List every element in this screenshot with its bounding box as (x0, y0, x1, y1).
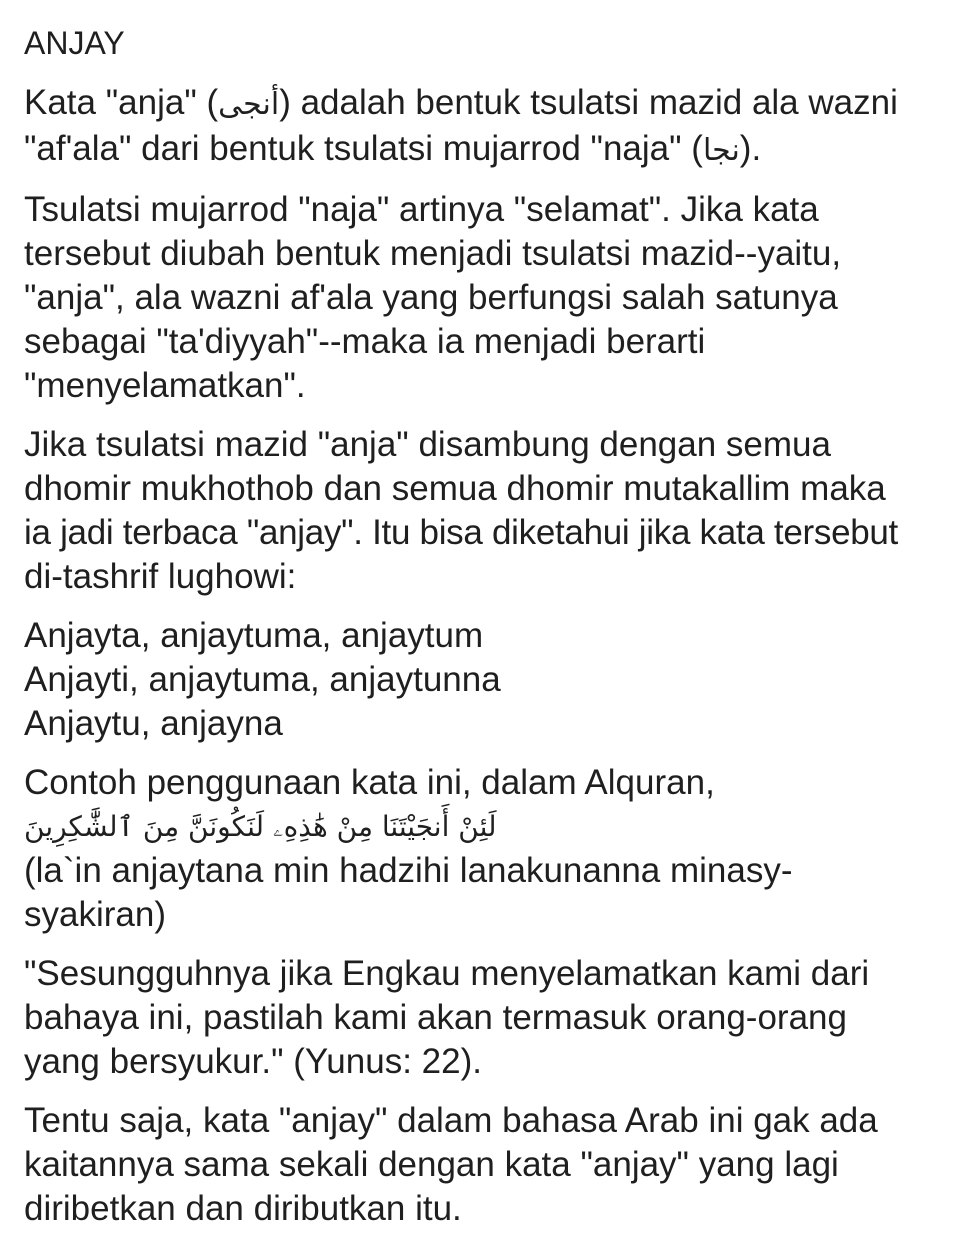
text-line: Tsulatsi mujarrod "naja" artinya "selamat". Jika kata (24, 190, 819, 229)
tashrif-line: Anjayti, anjaytuma, anjaytunna (24, 660, 501, 699)
text-line: "Sesungguhnya jika Engkau menyelamatkan kami dari (24, 954, 870, 993)
text-line: diribetkan dan diributkan itu. (24, 1189, 462, 1228)
text-line: ia jadi terbaca "anjay". Itu bisa diketahui jika kata tersebut (24, 513, 898, 552)
text-line: "af'ala" dari bentuk tsulatsi mujarrod "naja" (نجا). (24, 129, 762, 168)
text-line: yang bersyukur." (Yunus: 22). (24, 1042, 482, 1081)
text-line: Tentu saja, kata "anjay" dalam bahasa Arab ini gak ada (24, 1101, 878, 1140)
text-line: tersebut diubah bentuk menjadi tsulatsi mazid--yaitu, (24, 234, 842, 273)
tashrif-line: Anjaytu, anjayna (24, 704, 283, 743)
paragraph-quran-example (24, 761, 944, 937)
transliteration-line: (la`in anjaytana min hadzihi lanakunanna minasy- (24, 851, 793, 890)
text-line: Contoh penggunaan kata ini, dalam Alquran, (24, 763, 715, 802)
text-line: "anja", ala wazni af'ala yang berfungsi salah satunya (24, 278, 838, 317)
post-body (24, 22, 944, 1246)
arabic-word-anja: أنجى (218, 87, 280, 122)
arabic-word-naja: نجا (702, 133, 740, 168)
paragraph-conclusion (24, 1099, 944, 1231)
tashrif-line: Anjayta, anjaytuma, anjaytum (24, 616, 484, 655)
paragraph-dhomir (24, 423, 944, 599)
text-line: kaitannya sama sekali dengan kata "anjay" yang lagi (24, 1145, 839, 1184)
paragraph-tashrif-list (24, 614, 944, 746)
text-line: "menyelamatkan". (24, 366, 306, 405)
transliteration-line: syakiran) (24, 895, 166, 934)
paragraph-translation (24, 952, 944, 1084)
text-line: Kata "anja" (أنجى) adalah bentuk tsulatsi mazid ala wazni (24, 83, 898, 122)
paragraph-definition (24, 81, 944, 173)
post-title: ANJAY (24, 25, 125, 61)
text-line: sebagai "ta'diyyah"--maka ia menjadi berarti (24, 322, 706, 361)
arabic-verse: لَئِنْ أَنجَيْتَنَا مِنْ هَٰذِهِۦ لَنَكُونَنَّ مِنَ ٱلشَّٰكِرِينَ (24, 810, 497, 843)
text-line: dhomir mukhothob dan semua dhomir mutakallim maka (24, 469, 886, 508)
paragraph-meaning (24, 188, 944, 408)
text-line: Jika tsulatsi mazid "anja" disambung dengan semua (24, 425, 831, 464)
text-line: di-tashrif lughowi: (24, 557, 297, 596)
text-line: bahaya ini, pastilah kami akan termasuk orang-orang (24, 998, 847, 1037)
